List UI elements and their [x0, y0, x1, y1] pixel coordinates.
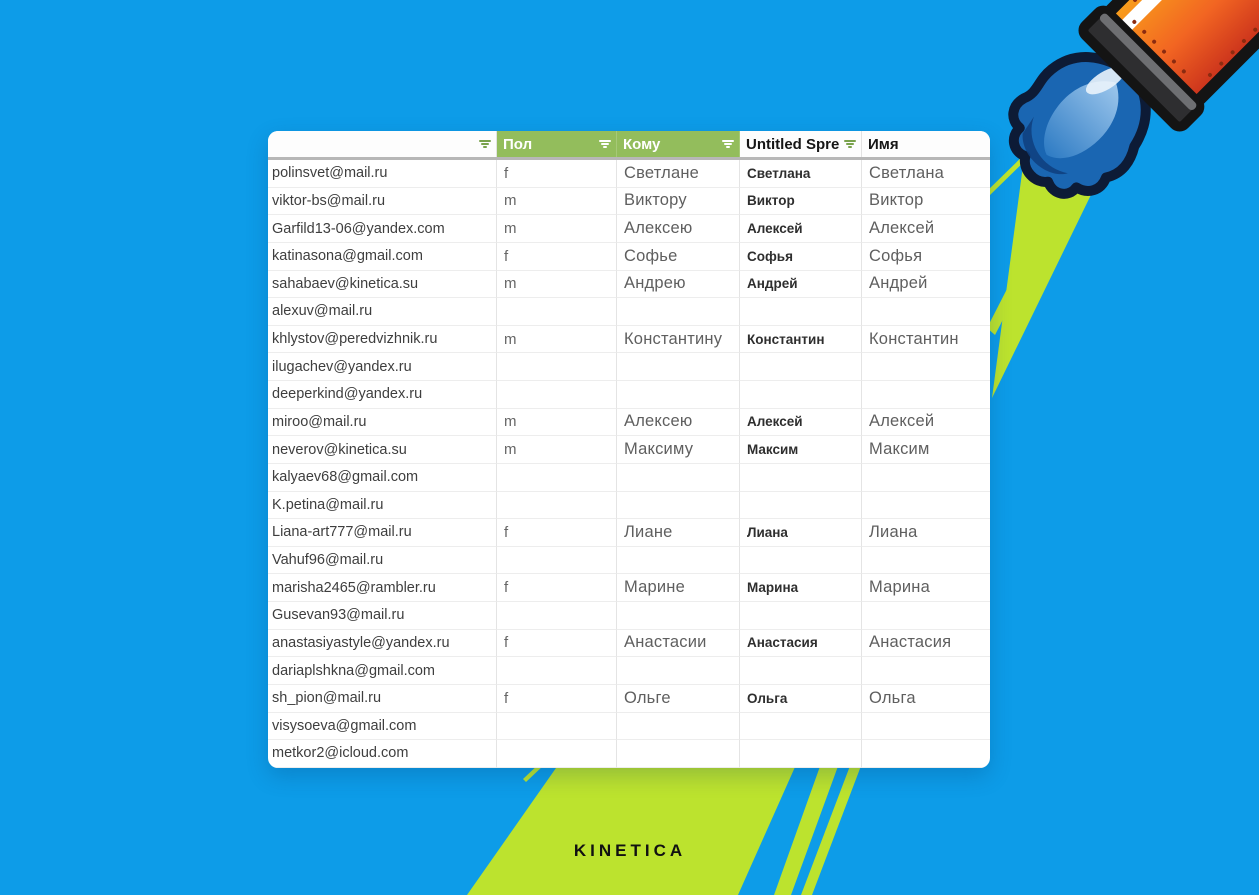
cell-email[interactable]: kalyaev68@gmail.com	[268, 464, 497, 492]
table-row	[268, 271, 990, 299]
header-komu-column[interactable]	[617, 131, 740, 157]
cell-untitled[interactable]	[740, 602, 862, 630]
cell-pol[interactable]: m	[497, 326, 617, 354]
cell-email[interactable]: dariaplshkna@gmail.com	[268, 657, 497, 685]
cell-pol[interactable]: f	[497, 243, 617, 271]
cell-pol[interactable]: m	[497, 271, 617, 299]
cell-pol[interactable]: m	[497, 409, 617, 437]
cell-imya[interactable]: Алексей	[862, 215, 990, 243]
cell-komu[interactable]	[617, 740, 740, 768]
cell-pol[interactable]	[497, 381, 617, 409]
cell-imya[interactable]: Алексей	[862, 409, 990, 437]
cell-pol[interactable]: f	[497, 630, 617, 658]
table-row	[268, 326, 990, 354]
cell-email[interactable]: sh_pion@mail.ru	[268, 685, 497, 713]
cell-komu[interactable]: Алексею	[617, 409, 740, 437]
cell-imya[interactable]: Андрей	[862, 271, 990, 299]
table-row	[268, 436, 990, 464]
cell-imya[interactable]	[862, 464, 990, 492]
cell-pol[interactable]: f	[497, 519, 617, 547]
cell-untitled[interactable]: Константин	[740, 326, 862, 354]
cell-untitled[interactable]: Марина	[740, 574, 862, 602]
header-label-komu: Кому	[623, 135, 661, 153]
cell-komu[interactable]	[617, 547, 740, 575]
cell-komu[interactable]: Анастасии	[617, 630, 740, 658]
cell-komu[interactable]	[617, 464, 740, 492]
cell-komu[interactable]	[617, 602, 740, 630]
cell-komu[interactable]	[617, 298, 740, 326]
table-row	[268, 243, 990, 271]
cell-komu[interactable]: Андрею	[617, 271, 740, 299]
filter-icon[interactable]	[478, 138, 492, 150]
cell-email[interactable]: metkor2@icloud.com	[268, 740, 497, 768]
cell-imya[interactable]	[862, 547, 990, 575]
table-row	[268, 602, 990, 630]
cell-komu[interactable]: Марине	[617, 574, 740, 602]
table-row	[268, 630, 990, 658]
cell-imya[interactable]: Анастасия	[862, 630, 990, 658]
table-row	[268, 740, 990, 768]
cell-komu[interactable]	[617, 353, 740, 381]
cell-imya[interactable]	[862, 298, 990, 326]
table-row	[268, 409, 990, 437]
cell-pol[interactable]: m	[497, 436, 617, 464]
cell-imya[interactable]: Лиана	[862, 519, 990, 547]
cell-komu[interactable]: Лиане	[617, 519, 740, 547]
cell-untitled[interactable]: Светлана	[740, 160, 862, 188]
rocket-illustration	[980, 0, 1259, 320]
table-row	[268, 464, 990, 492]
cell-pol[interactable]	[497, 353, 617, 381]
header-email-column[interactable]	[268, 131, 497, 157]
table-row	[268, 381, 990, 409]
header-label-untitled: Untitled Spre	[746, 135, 840, 153]
cell-email[interactable]: neverov@kinetica.su	[268, 436, 497, 464]
cell-untitled[interactable]: Виктор	[740, 188, 862, 216]
cell-pol[interactable]	[497, 464, 617, 492]
table-row	[268, 492, 990, 520]
cell-imya[interactable]: Светлана	[862, 160, 990, 188]
bottom-green-panel	[467, 758, 799, 895]
cell-imya[interactable]	[862, 492, 990, 520]
cell-untitled[interactable]	[740, 381, 862, 409]
cell-pol[interactable]	[497, 298, 617, 326]
cell-pol[interactable]: f	[497, 685, 617, 713]
cell-untitled[interactable]	[740, 740, 862, 768]
cell-komu[interactable]: Софье	[617, 243, 740, 271]
cell-untitled[interactable]	[740, 353, 862, 381]
cell-pol[interactable]: m	[497, 188, 617, 216]
cell-email[interactable]: K.petina@mail.ru	[268, 492, 497, 520]
kinetica-logo: KINETICA	[573, 841, 687, 860]
cell-imya[interactable]: Софья	[862, 243, 990, 271]
table-row	[268, 298, 990, 326]
cell-untitled[interactable]: Ольга	[740, 685, 862, 713]
table-row	[268, 574, 990, 602]
table-row	[268, 657, 990, 685]
cell-pol[interactable]: f	[497, 574, 617, 602]
cell-pol[interactable]	[497, 713, 617, 741]
cell-pol[interactable]: f	[497, 160, 617, 188]
cell-untitled[interactable]	[740, 713, 862, 741]
cell-email[interactable]: deeperkind@yandex.ru	[268, 381, 497, 409]
cell-untitled[interactable]: Софья	[740, 243, 862, 271]
cell-untitled[interactable]	[740, 547, 862, 575]
table-row	[268, 215, 990, 243]
cell-komu[interactable]: Светлане	[617, 160, 740, 188]
cell-untitled[interactable]: Максим	[740, 436, 862, 464]
table-row	[268, 713, 990, 741]
cell-imya[interactable]	[862, 353, 990, 381]
table-row	[268, 160, 990, 188]
table-row	[268, 547, 990, 575]
table-header-row	[268, 131, 990, 160]
cell-email[interactable]: sahabaev@kinetica.su	[268, 271, 497, 299]
cell-imya[interactable]	[862, 740, 990, 768]
cell-untitled[interactable]: Алексей	[740, 215, 862, 243]
table-row	[268, 519, 990, 547]
filter-icon[interactable]	[598, 138, 612, 150]
cell-pol[interactable]	[497, 492, 617, 520]
cell-email[interactable]: alexuv@mail.ru	[268, 298, 497, 326]
spreadsheet-table	[268, 131, 990, 768]
table-row	[268, 188, 990, 216]
cell-pol[interactable]	[497, 740, 617, 768]
cell-imya[interactable]: Константин	[862, 326, 990, 354]
cell-pol[interactable]: m	[497, 215, 617, 243]
cell-komu[interactable]: Алексею	[617, 215, 740, 243]
cell-imya[interactable]: Ольга	[862, 685, 990, 713]
cell-email[interactable]: ilugachev@yandex.ru	[268, 353, 497, 381]
cell-imya[interactable]	[862, 713, 990, 741]
cell-email[interactable]: marisha2465@rambler.ru	[268, 574, 497, 602]
cell-komu[interactable]: Ольге	[617, 685, 740, 713]
cell-untitled[interactable]	[740, 492, 862, 520]
header-label-imya: Имя	[868, 135, 899, 153]
cell-imya[interactable]: Марина	[862, 574, 990, 602]
cell-untitled[interactable]: Лиана	[740, 519, 862, 547]
cell-komu[interactable]	[617, 492, 740, 520]
cell-untitled[interactable]: Алексей	[740, 409, 862, 437]
header-pol-column[interactable]	[497, 131, 617, 157]
cell-imya[interactable]: Виктор	[862, 188, 990, 216]
cell-komu[interactable]	[617, 381, 740, 409]
header-untitled-column[interactable]	[740, 131, 862, 157]
cell-komu[interactable]	[617, 713, 740, 741]
cell-pol[interactable]	[497, 657, 617, 685]
cell-email[interactable]: katinasona@gmail.com	[268, 243, 497, 271]
cell-pol[interactable]	[497, 547, 617, 575]
cell-pol[interactable]	[497, 602, 617, 630]
cell-email[interactable]: Vahuf96@mail.ru	[268, 547, 497, 575]
cell-imya[interactable]	[862, 657, 990, 685]
cell-untitled[interactable]	[740, 464, 862, 492]
cell-email[interactable]: anastasiyastyle@yandex.ru	[268, 630, 497, 658]
cell-email[interactable]: viktor-bs@mail.ru	[268, 188, 497, 216]
cell-untitled[interactable]: Андрей	[740, 271, 862, 299]
cell-komu[interactable]: Виктору	[617, 188, 740, 216]
filter-icon[interactable]	[843, 138, 857, 150]
table-row	[268, 685, 990, 713]
cell-untitled[interactable]	[740, 298, 862, 326]
cell-email[interactable]: visysoeva@gmail.com	[268, 713, 497, 741]
cell-komu[interactable]: Максиму	[617, 436, 740, 464]
header-label-pol: Пол	[503, 135, 533, 153]
cell-email[interactable]: miroo@mail.ru	[268, 409, 497, 437]
cell-untitled[interactable]: Анастасия	[740, 630, 862, 658]
cell-komu[interactable]	[617, 657, 740, 685]
cell-email[interactable]: Garfild13-06@yandex.com	[268, 215, 497, 243]
cell-imya[interactable]	[862, 381, 990, 409]
cell-email[interactable]: polinsvet@mail.ru	[268, 160, 497, 188]
cell-untitled[interactable]	[740, 657, 862, 685]
cell-imya[interactable]	[862, 602, 990, 630]
cell-imya[interactable]: Максим	[862, 436, 990, 464]
cell-email[interactable]: khlystov@peredvizhnik.ru	[268, 326, 497, 354]
table-body	[268, 160, 990, 768]
cell-komu[interactable]: Константину	[617, 326, 740, 354]
cell-email[interactable]: Gusevan93@mail.ru	[268, 602, 497, 630]
header-imya-column[interactable]	[862, 131, 990, 157]
cell-email[interactable]: Liana-art777@mail.ru	[268, 519, 497, 547]
table-row	[268, 353, 990, 381]
filter-icon[interactable]	[721, 138, 735, 150]
